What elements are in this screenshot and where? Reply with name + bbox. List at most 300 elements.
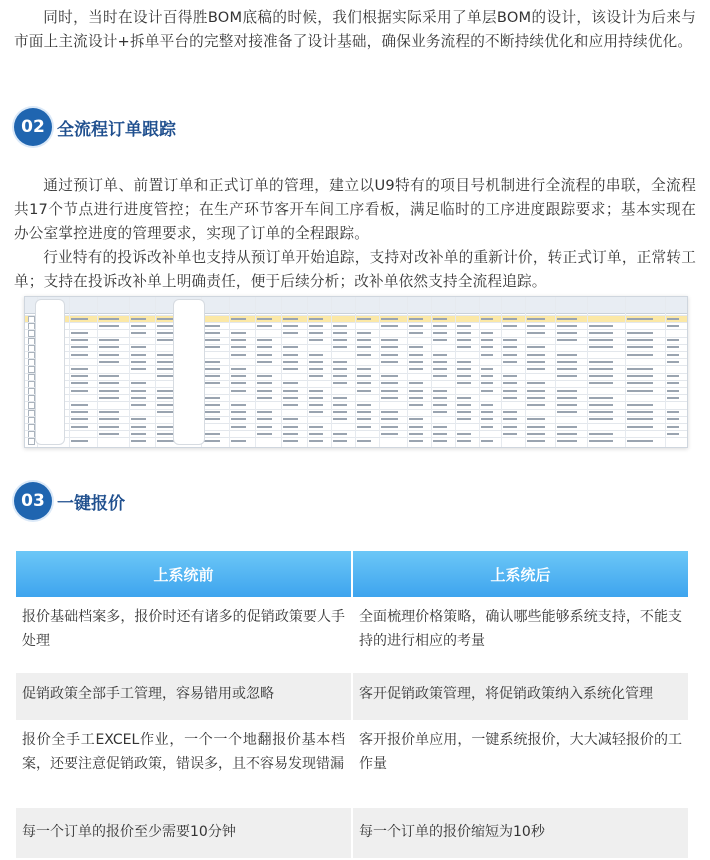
screenshot-cell-text xyxy=(231,440,246,442)
screenshot-cell-text xyxy=(131,368,146,370)
table-row xyxy=(16,599,688,671)
screenshot-column-line xyxy=(307,297,308,447)
screenshot-cell-text xyxy=(381,325,398,327)
screenshot-cell-text xyxy=(527,433,545,435)
order-tracking-screenshot xyxy=(24,296,688,448)
screenshot-cell-text xyxy=(203,404,220,406)
screenshot-cell-text xyxy=(627,382,653,384)
screenshot-cell-text xyxy=(481,411,493,413)
screenshot-cell-text xyxy=(99,361,119,363)
screenshot-cell-text xyxy=(457,332,471,334)
screenshot-cell-text xyxy=(309,318,323,320)
screenshot-cell-text xyxy=(667,354,679,356)
intro-paragraph: 同时，当时在设计百得胜BOM底稿的时候，我们根据实际采用了单层BOM的设计，该设计为后来与市面上主流设计+拆单平台的完整对接准备了设计基础，确保业务流程的不断持续优化和应用持续优化。 xyxy=(14,9,696,50)
screenshot-cell-text xyxy=(99,397,119,399)
table-row xyxy=(16,722,688,806)
screenshot-cell-text xyxy=(381,375,398,377)
screenshot-cell-text xyxy=(257,325,272,327)
screenshot-cell-text xyxy=(333,325,347,327)
screenshot-cell-text xyxy=(381,318,398,320)
screenshot-cell-text xyxy=(203,368,220,370)
screenshot-cell-text xyxy=(557,339,577,341)
screenshot-cell-text xyxy=(231,368,246,370)
screenshot-cell-text xyxy=(131,418,146,420)
screenshot-cell-text xyxy=(357,339,371,341)
screenshot-cell-text xyxy=(309,368,323,370)
section-number-badge: 03 xyxy=(14,482,52,520)
cell-before: 报价基础档案多，报价时还有诸多的促销政策要人手处理 xyxy=(16,599,351,671)
screenshot-cell-text xyxy=(457,440,471,442)
section-03-header xyxy=(14,482,125,520)
screenshot-cell-text xyxy=(457,346,471,348)
screenshot-cell-text xyxy=(283,318,298,320)
screenshot-cell-text xyxy=(457,339,471,341)
screenshot-cell-text xyxy=(557,361,577,363)
screenshot-cell-text xyxy=(627,346,653,348)
screenshot-cell-text xyxy=(309,411,323,413)
screenshot-cell-text xyxy=(627,375,653,377)
screenshot-cell-text xyxy=(433,404,447,406)
screenshot-cell-text xyxy=(409,397,423,399)
screenshot-cell-text xyxy=(257,426,272,428)
screenshot-cell-text xyxy=(231,426,246,428)
screenshot-cell-text xyxy=(333,368,347,370)
screenshot-cell-text xyxy=(503,346,517,348)
screenshot-cell-text xyxy=(527,426,545,428)
screenshot-cell-text xyxy=(527,325,545,327)
screenshot-cell-text xyxy=(99,411,119,413)
screenshot-cell-text xyxy=(357,382,371,384)
screenshot-cell-text xyxy=(503,411,517,413)
screenshot-column-line xyxy=(407,297,408,447)
screenshot-cell-text xyxy=(409,404,423,406)
section-title: 全流程订单跟踪 xyxy=(57,119,176,140)
screenshot-cell-text xyxy=(381,397,398,399)
screenshot-cell-text xyxy=(433,426,447,428)
screenshot-column-line xyxy=(355,297,356,447)
screenshot-cell-text xyxy=(667,418,679,420)
screenshot-cell-text xyxy=(203,418,220,420)
screenshot-cell-text xyxy=(527,418,545,420)
screenshot-cell-text xyxy=(71,368,88,370)
screenshot-cell-text xyxy=(557,440,577,442)
screenshot-cell-text xyxy=(257,390,272,392)
screenshot-cell-text xyxy=(357,346,371,348)
screenshot-cell-text xyxy=(203,346,220,348)
screenshot-cell-text xyxy=(557,411,577,413)
screenshot-cell-text xyxy=(481,390,493,392)
screenshot-cell-text xyxy=(357,368,371,370)
screenshot-cell-text xyxy=(527,332,545,334)
screenshot-cell-text xyxy=(627,411,653,413)
screenshot-cell-text xyxy=(357,418,371,420)
screenshot-cell-text xyxy=(409,368,423,370)
screenshot-cell-text xyxy=(503,375,517,377)
screenshot-cell-text xyxy=(457,375,471,377)
comparison-table xyxy=(14,549,690,860)
screenshot-cell-text xyxy=(131,390,146,392)
screenshot-cell-text xyxy=(557,390,577,392)
screenshot-cell-text xyxy=(131,318,146,320)
screenshot-cell-text xyxy=(131,325,146,327)
screenshot-cell-text xyxy=(357,332,371,334)
screenshot-cell-text xyxy=(99,346,119,348)
screenshot-cell-text xyxy=(71,339,88,341)
screenshot-cell-text xyxy=(203,433,220,435)
screenshot-cell-text xyxy=(527,318,545,320)
screenshot-cell-text xyxy=(71,375,88,377)
screenshot-cell-text xyxy=(131,346,146,348)
screenshot-cell-text xyxy=(381,339,398,341)
screenshot-cell-text xyxy=(309,332,323,334)
screenshot-column-line xyxy=(625,297,626,447)
screenshot-cell-text xyxy=(527,382,545,384)
screenshot-cell-text xyxy=(257,375,272,377)
screenshot-cell-text xyxy=(667,339,679,341)
screenshot-cell-text xyxy=(433,390,447,392)
screenshot-column-line xyxy=(331,297,332,447)
cell-before: 每一个订单的报价至少需要10分钟 xyxy=(16,808,351,858)
screenshot-cell-text xyxy=(357,390,371,392)
screenshot-cell-text xyxy=(203,411,220,413)
screenshot-cell-text xyxy=(203,375,220,377)
screenshot-cell-text xyxy=(333,411,347,413)
screenshot-cell-text xyxy=(557,368,577,370)
cell-after: 全面梳理价格策略，确认哪些能够系统支持，不能支持的进行相应的考量 xyxy=(353,599,688,671)
section-title: 一键报价 xyxy=(57,493,125,514)
screenshot-cell-text xyxy=(131,426,146,428)
screenshot-cell-text xyxy=(503,318,517,320)
screenshot-cell-text xyxy=(527,397,545,399)
screenshot-cell-text xyxy=(203,361,220,363)
cell-after: 客开报价单应用，一键系统报价，大大减轻报价的工作量 xyxy=(353,722,688,806)
screenshot-cell-text xyxy=(131,433,146,435)
screenshot-cell-text xyxy=(481,354,493,356)
screenshot-cell-text xyxy=(503,390,517,392)
screenshot-cell-text xyxy=(357,354,371,356)
screenshot-cell-text xyxy=(433,361,447,363)
screenshot-cell-text xyxy=(627,404,653,406)
screenshot-cell-text xyxy=(257,411,272,413)
screenshot-cell-text xyxy=(333,404,347,406)
screenshot-cell-text xyxy=(503,426,517,428)
screenshot-cell-text xyxy=(381,354,398,356)
screenshot-column-line xyxy=(155,297,156,447)
section-number-badge: 02 xyxy=(14,108,52,146)
screenshot-cell-text xyxy=(283,354,298,356)
screenshot-cell-text xyxy=(433,397,447,399)
screenshot-cell-text xyxy=(457,382,471,384)
screenshot-cell-text xyxy=(503,354,517,356)
screenshot-cell-text xyxy=(333,440,347,442)
tracking-paragraph-1: 通过预订单、前置订单和正式订单的管理，建立以U9特有的项目号机制进行全流程的串联，全流程共17个节点进行进度管控；在生产环节客开车间工序看板，满足临时的工序进度跟踪要求；基本实现在办公室掌控进度的管理要求，实现了订单的全程跟踪。 xyxy=(14,177,696,242)
screenshot-cell-text xyxy=(333,418,347,420)
screenshot-cell-text xyxy=(589,339,613,341)
screenshot-cell-text xyxy=(433,318,447,320)
screenshot-cell-text xyxy=(309,361,323,363)
screenshot-cell-text xyxy=(589,361,613,363)
screenshot-cell-text xyxy=(333,346,347,348)
screenshot-cell-text xyxy=(589,433,613,435)
screenshot-cell-text xyxy=(503,325,517,327)
screenshot-cell-text xyxy=(527,404,545,406)
screenshot-cell-text xyxy=(667,325,679,327)
screenshot-redaction-mask xyxy=(35,299,65,445)
screenshot-column-line xyxy=(665,297,666,447)
screenshot-cell-text xyxy=(333,332,347,334)
screenshot-cell-text xyxy=(203,325,220,327)
screenshot-cell-text xyxy=(71,354,88,356)
screenshot-cell-text xyxy=(283,418,298,420)
screenshot-cell-text xyxy=(309,339,323,341)
screenshot-column-line xyxy=(281,297,282,447)
screenshot-cell-text xyxy=(131,397,146,399)
screenshot-cell-text xyxy=(99,339,119,341)
screenshot-cell-text xyxy=(257,318,272,320)
screenshot-cell-text xyxy=(131,382,146,384)
screenshot-cell-text xyxy=(627,390,653,392)
screenshot-cell-text xyxy=(357,440,371,442)
screenshot-cell-text xyxy=(481,318,493,320)
screenshot-cell-text xyxy=(557,433,577,435)
header-after: 上系统后 xyxy=(353,551,688,597)
screenshot-cell-text xyxy=(589,346,613,348)
screenshot-cell-text xyxy=(99,318,119,320)
screenshot-cell-text xyxy=(203,339,220,341)
screenshot-cell-text xyxy=(283,440,298,442)
screenshot-cell-text xyxy=(309,433,323,435)
screenshot-cell-text xyxy=(333,397,347,399)
screenshot-cell-text xyxy=(283,361,298,363)
screenshot-cell-text xyxy=(627,339,653,341)
screenshot-cell-text xyxy=(71,440,88,442)
screenshot-cell-text xyxy=(231,354,246,356)
screenshot-cell-text xyxy=(481,368,493,370)
screenshot-cell-text xyxy=(667,346,679,348)
screenshot-cell-text xyxy=(627,368,653,370)
screenshot-cell-text xyxy=(667,375,679,377)
screenshot-cell-text xyxy=(557,404,577,406)
screenshot-cell-text xyxy=(381,426,398,428)
screenshot-cell-text xyxy=(231,411,246,413)
screenshot-cell-text xyxy=(333,433,347,435)
screenshot-cell-text xyxy=(589,325,613,327)
screenshot-cell-text xyxy=(409,325,423,327)
screenshot-cell-text xyxy=(231,332,246,334)
screenshot-redaction-mask xyxy=(173,299,205,445)
screenshot-cell-text xyxy=(257,354,272,356)
screenshot-cell-text xyxy=(71,390,88,392)
screenshot-cell-text xyxy=(99,418,119,420)
screenshot-cell-text xyxy=(481,339,493,341)
screenshot-cell-text xyxy=(667,397,679,399)
screenshot-cell-text xyxy=(589,411,613,413)
screenshot-cell-text xyxy=(231,418,246,420)
screenshot-cell-text xyxy=(231,346,246,348)
screenshot-column-line xyxy=(431,297,432,447)
screenshot-cell-text xyxy=(433,325,447,327)
screenshot-cell-text xyxy=(481,346,493,348)
screenshot-cell-text xyxy=(503,433,517,435)
screenshot-cell-text xyxy=(309,375,323,377)
table-row xyxy=(16,808,688,858)
screenshot-cell-text xyxy=(667,382,679,384)
screenshot-cell-text xyxy=(381,411,398,413)
screenshot-cell-text xyxy=(203,382,220,384)
screenshot-cell-text xyxy=(231,404,246,406)
table-header-row xyxy=(16,551,688,597)
screenshot-cell-text xyxy=(131,354,146,356)
screenshot-cell-text xyxy=(503,418,517,420)
screenshot-cell-text xyxy=(627,418,653,420)
screenshot-cell-text xyxy=(333,382,347,384)
screenshot-cell-text xyxy=(627,354,653,356)
screenshot-cell-text xyxy=(433,440,447,442)
screenshot-cell-text xyxy=(457,361,471,363)
screenshot-cell-text xyxy=(409,346,423,348)
screenshot-cell-text xyxy=(283,325,298,327)
screenshot-cell-text xyxy=(481,375,493,377)
screenshot-cell-text xyxy=(557,426,577,428)
screenshot-cell-text xyxy=(381,433,398,435)
screenshot-cell-text xyxy=(481,440,493,442)
screenshot-cell-text xyxy=(309,426,323,428)
screenshot-column-line xyxy=(587,297,588,447)
screenshot-cell-text xyxy=(283,426,298,428)
screenshot-cell-text xyxy=(557,375,577,377)
table-row xyxy=(16,673,688,720)
screenshot-cell-text xyxy=(99,390,119,392)
screenshot-cell-text xyxy=(481,382,493,384)
screenshot-cell-text xyxy=(203,332,220,334)
tracking-paragraph-2: 行业特有的投诉改补单也支持从预订单开始追踪，支持对改补单的重新计价，转正式订单，正常转工单；支持在投诉改补单上明确责任，便于后续分析；改补单依然支持全流程追踪。 xyxy=(14,249,696,290)
screenshot-cell-text xyxy=(309,354,323,356)
screenshot-cell-text xyxy=(409,418,423,420)
screenshot-column-line xyxy=(455,297,456,447)
screenshot-cell-text xyxy=(99,382,119,384)
screenshot-cell-text xyxy=(589,382,613,384)
screenshot-cell-text xyxy=(309,404,323,406)
screenshot-cell-text xyxy=(457,404,471,406)
screenshot-cell-text xyxy=(557,332,577,334)
screenshot-cell-text xyxy=(589,397,613,399)
screenshot-cell-text xyxy=(333,361,347,363)
screenshot-column-line xyxy=(379,297,380,447)
screenshot-cell-text xyxy=(527,440,545,442)
screenshot-column-line xyxy=(555,297,556,447)
screenshot-cell-text xyxy=(203,397,220,399)
screenshot-cell-text xyxy=(99,375,119,377)
screenshot-cell-text xyxy=(357,375,371,377)
screenshot-cell-text xyxy=(457,418,471,420)
screenshot-cell-text xyxy=(283,346,298,348)
screenshot-cell-text xyxy=(333,339,347,341)
screenshot-column-line xyxy=(129,297,130,447)
screenshot-cell-text xyxy=(481,404,493,406)
screenshot-cell-text xyxy=(357,318,371,320)
screenshot-cell-text xyxy=(527,361,545,363)
screenshot-cell-text xyxy=(131,404,146,406)
screenshot-cell-text xyxy=(589,368,613,370)
screenshot-cell-text xyxy=(283,404,298,406)
screenshot-cell-text xyxy=(257,418,272,420)
screenshot-column-line xyxy=(69,297,70,447)
screenshot-cell-text xyxy=(71,332,88,334)
cell-before: 报价全手工EXCEL作业，一个一个地翻报价基本档案，还要注意促销政策，错误多，且不容易发现错漏 xyxy=(16,722,351,806)
screenshot-cell-text xyxy=(231,375,246,377)
screenshot-cell-text xyxy=(589,332,613,334)
screenshot-cell-text xyxy=(257,361,272,363)
screenshot-cell-text xyxy=(409,440,423,442)
screenshot-cell-text xyxy=(381,361,398,363)
screenshot-cell-text xyxy=(409,382,423,384)
screenshot-cell-text xyxy=(667,318,679,320)
screenshot-cell-text xyxy=(481,426,493,428)
screenshot-cell-text xyxy=(283,390,298,392)
screenshot-cell-text xyxy=(481,332,493,334)
screenshot-cell-text xyxy=(99,325,119,327)
screenshot-cell-text xyxy=(433,368,447,370)
screenshot-cell-text xyxy=(71,318,88,320)
screenshot-column-line xyxy=(501,297,502,447)
screenshot-cell-text xyxy=(231,339,246,341)
cell-before: 促销政策全部手工管理，容易错用或忽略 xyxy=(16,673,351,720)
screenshot-cell-text xyxy=(557,354,577,356)
screenshot-cell-text xyxy=(333,375,347,377)
screenshot-cell-text xyxy=(433,332,447,334)
screenshot-cell-text xyxy=(257,346,272,348)
screenshot-cell-text xyxy=(257,397,272,399)
screenshot-cell-text xyxy=(309,397,323,399)
screenshot-column-line xyxy=(229,297,230,447)
screenshot-cell-text xyxy=(357,404,371,406)
screenshot-cell-text xyxy=(527,368,545,370)
screenshot-cell-text xyxy=(99,354,119,356)
screenshot-cell-text xyxy=(457,325,471,327)
screenshot-cell-text xyxy=(433,354,447,356)
section-02-header xyxy=(14,108,176,146)
screenshot-cell-text xyxy=(381,418,398,420)
screenshot-cell-text xyxy=(71,382,88,384)
screenshot-cell-text xyxy=(283,397,298,399)
screenshot-cell-text xyxy=(409,390,423,392)
screenshot-column-line xyxy=(255,297,256,447)
screenshot-cell-text xyxy=(503,382,517,384)
screenshot-cell-text xyxy=(71,346,88,348)
screenshot-cell-text xyxy=(283,368,298,370)
screenshot-cell-text xyxy=(481,418,493,420)
screenshot-cell-text xyxy=(503,397,517,399)
screenshot-cell-text xyxy=(457,368,471,370)
screenshot-cell-text xyxy=(589,440,613,442)
screenshot-cell-text xyxy=(231,390,246,392)
screenshot-cell-text xyxy=(203,440,220,442)
screenshot-cell-text xyxy=(627,318,653,320)
screenshot-cell-text xyxy=(357,411,371,413)
screenshot-cell-text xyxy=(527,354,545,356)
screenshot-cell-text xyxy=(589,375,613,377)
screenshot-cell-text xyxy=(257,339,272,341)
screenshot-cell-text xyxy=(257,382,272,384)
screenshot-column-line xyxy=(97,297,98,447)
screenshot-row-checkbox xyxy=(28,438,35,445)
screenshot-cell-text xyxy=(309,325,323,327)
screenshot-cell-text xyxy=(283,332,298,334)
screenshot-cell-text xyxy=(627,440,653,442)
screenshot-cell-text xyxy=(433,339,447,341)
screenshot-cell-text xyxy=(381,346,398,348)
screenshot-cell-text xyxy=(503,339,517,341)
